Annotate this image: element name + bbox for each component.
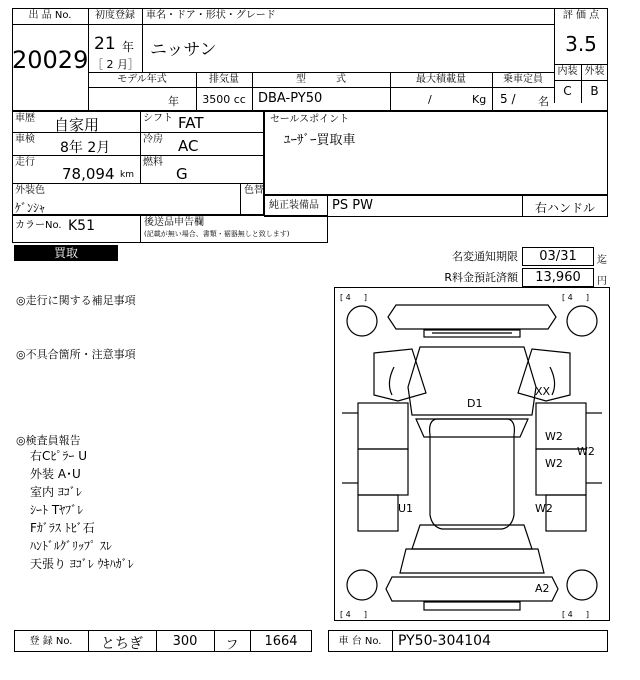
tire-rear-left xyxy=(347,570,377,600)
inspector-report-title: ◎検査員報告 xyxy=(16,434,81,447)
left-rear-door xyxy=(358,449,408,495)
mark-left-side: U1 xyxy=(398,502,414,515)
fuel-value: G xyxy=(176,165,188,183)
equipment-value: PS PW xyxy=(332,198,373,213)
shift-value: FAT xyxy=(178,114,204,132)
model-year-label: モデル年式 xyxy=(117,74,167,85)
back-door xyxy=(400,549,544,573)
color-value: ｹﾞﾝｼｬ xyxy=(15,201,46,215)
score-label: 評 価 点 xyxy=(562,10,600,21)
deadline-label: 名変通知期限 xyxy=(452,250,518,263)
load-value: / xyxy=(428,93,432,106)
status-badge: 買取 xyxy=(14,245,118,261)
plate-region: とちぎ xyxy=(101,636,143,652)
roof xyxy=(430,419,515,529)
lot-label: 出 品 No. xyxy=(28,10,72,21)
interior-grade: C xyxy=(563,84,572,98)
steering-value: 右ハンドル xyxy=(534,201,595,215)
type-label: 型 式 xyxy=(296,74,346,85)
reg-label: 初度登録 xyxy=(95,10,135,21)
fuel-label: 燃料 xyxy=(143,157,163,168)
capacity-label: 乗車定員 xyxy=(503,74,543,85)
tire-rear-right xyxy=(567,570,597,600)
capacity-value: 5 / xyxy=(500,92,516,106)
mark-hood: D1 xyxy=(467,397,483,410)
driving-notes-title: ◎走行に関する補足事項 xyxy=(16,294,136,307)
front-bumper xyxy=(388,305,556,329)
repaint-label: 色替 xyxy=(244,185,264,196)
left-front-door xyxy=(358,403,408,449)
defects-notes-title: ◎不具合箇所・注意事項 xyxy=(16,348,136,361)
mileage-label: 走行 xyxy=(15,157,35,168)
list-item: 室内 ﾖｺﾞﾚ xyxy=(30,485,82,499)
reg-year-unit: 年 xyxy=(122,40,135,54)
plate-class: 300 xyxy=(172,634,198,649)
shift-label: シフト xyxy=(143,113,173,124)
rear-bumper xyxy=(386,577,558,601)
type-value: DBA-PY50 xyxy=(258,91,323,106)
ac-value: AC xyxy=(178,137,199,155)
tire-front-right xyxy=(567,306,597,336)
inspection-label: 車検 xyxy=(15,134,35,145)
left-rear-panel xyxy=(358,495,398,531)
list-item: Fｶﾞﾗｽ ﾄﾋﾞ石 xyxy=(30,521,95,535)
tire-fr-label: [ 4 ] xyxy=(562,293,589,302)
plate-number: 1664 xyxy=(264,634,298,649)
mileage-unit: km xyxy=(120,170,134,180)
capacity-unit: 名 xyxy=(538,95,549,108)
mileage-value: 78,094 xyxy=(62,165,115,183)
color-no-value: K51 xyxy=(68,218,95,234)
load-label: 最大積載量 xyxy=(416,74,466,85)
right-mirror xyxy=(550,367,555,395)
mark-right-front-fender: XX xyxy=(535,385,551,398)
history-label: 車歴 xyxy=(15,113,35,124)
list-item: ﾊﾝﾄﾞﾙｸﾞﾘｯﾌﾟ ｽﾚ xyxy=(30,539,112,553)
windshield xyxy=(416,419,528,437)
car-name: ニッサン xyxy=(150,40,217,60)
tire-rl-label: [ 4 ] xyxy=(340,610,367,619)
inspection-value: 8年 2月 xyxy=(60,140,111,156)
exterior-grade: B xyxy=(590,84,599,98)
load-unit: Kg xyxy=(472,93,487,106)
car-damage-diagram xyxy=(334,287,610,621)
sales-point-label: セールスポイント xyxy=(270,114,350,125)
documents-note: (記載が無い場合、書類・裾器無しと致します) xyxy=(144,230,290,238)
plate-kana: フ xyxy=(225,638,239,653)
plate-label: 登 録 No. xyxy=(29,636,73,647)
mark-right-side: W2 xyxy=(577,445,595,458)
tire-rr-label: [ 4 ] xyxy=(562,610,589,619)
chassis-number: PY50-304104 xyxy=(398,633,491,649)
model-year-unit: 年 xyxy=(168,95,179,108)
chassis-label: 車 台 No. xyxy=(338,636,382,647)
displacement-value: 3500 cc xyxy=(202,93,246,106)
equipment-label: 純正装備品 xyxy=(269,200,319,211)
mark-right-rear-panel: W2 xyxy=(535,502,553,515)
score-value: 3.5 xyxy=(565,32,597,56)
rear-license-area xyxy=(424,602,520,610)
tire-fl-label: [ 4 ] xyxy=(340,293,367,302)
list-item: 外装 A･U xyxy=(30,467,81,481)
reg-year: 21 xyxy=(94,34,116,54)
exterior-label: 外装 xyxy=(584,66,605,77)
interior-label: 内装 xyxy=(557,66,578,77)
color-label: 外装色 xyxy=(15,185,45,196)
list-item: 天張り ﾖｺﾞﾚ ｳｷﾊｶﾞﾚ xyxy=(30,557,134,571)
history-value: 自家用 xyxy=(54,116,100,134)
left-front-fender xyxy=(374,349,426,401)
color-no-label: カラーNo. xyxy=(15,220,62,231)
recycle-label: R料金預託済額 xyxy=(444,271,518,284)
reg-month: ［ 2 月］ xyxy=(92,58,139,71)
name-label: 車名・ドア・形状・グレード xyxy=(146,10,276,21)
deadline-unit: 迄 xyxy=(597,255,607,266)
list-item: ｼｰﾄ Tﾔﾌﾞﾚ xyxy=(30,503,84,517)
list-item: 右Cﾋﾟﾗｰ U xyxy=(30,449,87,463)
mark-right-rear-door: W2 xyxy=(545,457,563,470)
displacement-label: 排気量 xyxy=(209,74,239,85)
documents-label: 後送品申告欄 xyxy=(144,217,204,228)
deadline-value: 03/31 xyxy=(539,249,577,264)
recycle-unit: 円 xyxy=(597,276,607,287)
sales-point-value: ﾕｰｻﾞｰ買取車 xyxy=(284,133,356,148)
tire-front-left xyxy=(347,306,377,336)
ac-label: 冷房 xyxy=(143,134,163,145)
lot-number: 20029 xyxy=(12,46,89,74)
left-mirror xyxy=(389,367,394,395)
recycle-value: 13,960 xyxy=(535,270,581,285)
mark-rear-bumper: A2 xyxy=(535,582,550,595)
mark-right-front-door: W2 xyxy=(545,430,563,443)
